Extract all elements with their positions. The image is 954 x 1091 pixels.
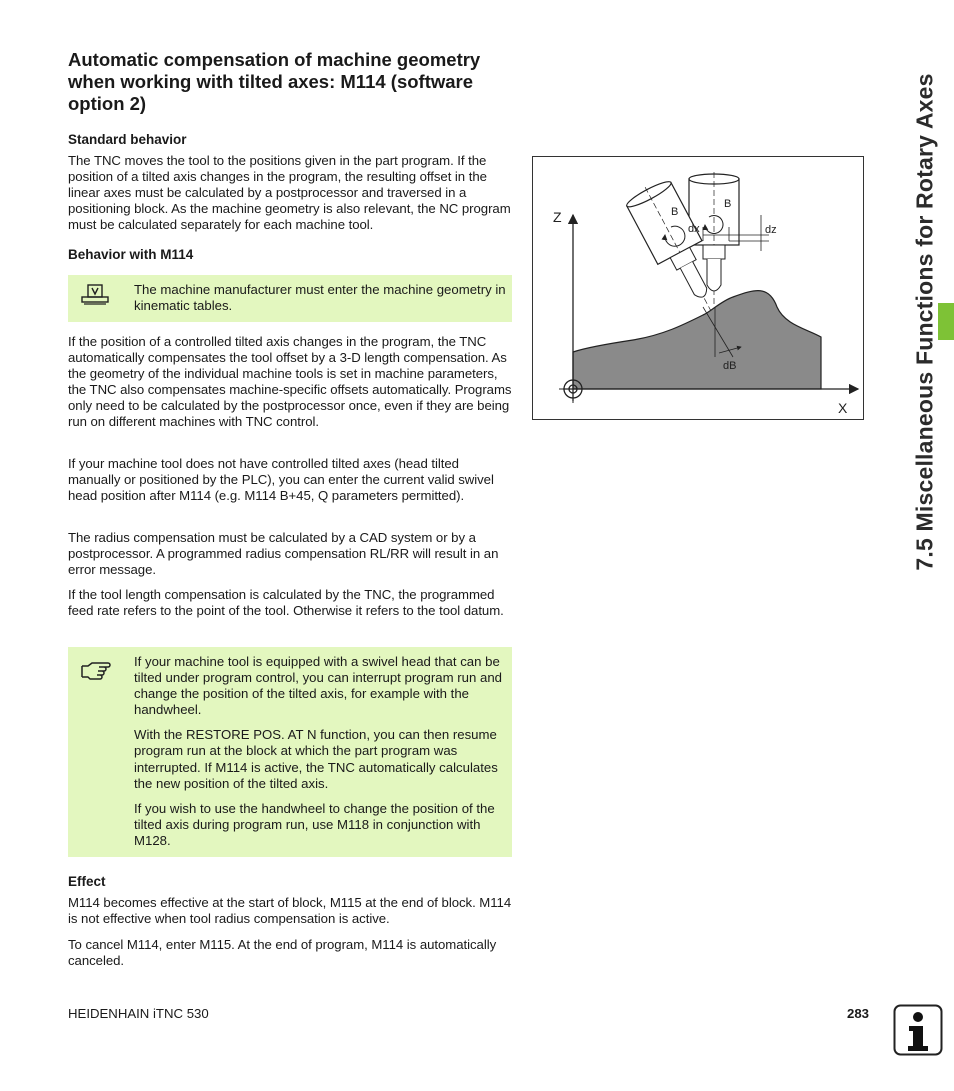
standard-behavior-text: The TNC moves the tool to the positions given in the part program. If the position of a tilted axis changes in the program, the resulting offset in the linear axes must be calculated by a postprocessor and traversed in a positioning block. As the machine geometry is also relevant, the NC program must be calculated separately for each machine tool. bbox=[68, 153, 511, 233]
b-label-tilted: B bbox=[671, 206, 679, 218]
tip-paragraph-2: With the RESTORE POS. AT N function, you can then resume program run at the block at which the part program was interrupted. If M114 is active, the TNC automatically calculates the new position of the tilted axis. bbox=[134, 727, 498, 791]
tip-paragraph-1: If your machine tool is equipped with a swivel head that can be tilted under program control, you can interrupt program run and change the position of the tilted axis, for example with the handwheel. bbox=[134, 654, 502, 718]
footer-product: HEIDENHAIN iTNC 530 bbox=[68, 1006, 209, 1021]
manufacturer-note bbox=[68, 275, 512, 322]
tip-box bbox=[68, 647, 512, 857]
manufacturer-note-text: The machine manufacturer must enter the machine geometry in kinematic tables. bbox=[134, 282, 506, 314]
footer-page-number: 283 bbox=[847, 1006, 870, 1021]
effect-paragraph-1: M114 becomes effective at the start of block, M115 at the end of block. M114 is not effective when tool radius compensation is active. bbox=[68, 895, 512, 927]
b-label-vertical: B bbox=[724, 198, 732, 210]
workpiece-shape bbox=[573, 291, 821, 389]
dx-label: dx bbox=[688, 223, 700, 235]
info-icon bbox=[893, 1004, 943, 1056]
chapter-side-title: 7.5 Miscellaneous Functions for Rotary Axes bbox=[911, 73, 938, 571]
dz-label: dz bbox=[765, 224, 777, 236]
m114-diagram bbox=[533, 157, 863, 419]
db-label: dB bbox=[723, 360, 737, 372]
heading-line-2: when working with tilted axes: M114 (software bbox=[68, 71, 474, 92]
behavior-paragraph-2: If your machine tool does not have controlled tilted axes (head tilted manually or positioned by the PLC), you can enter the current valid swivel head position after M114 (e.g. M114 B+45, Q parameters permitted). bbox=[68, 456, 494, 504]
z-axis-label: Z bbox=[553, 209, 562, 225]
effect-paragraph-2: To cancel M114, enter M115. At the end of program, M114 is automatically canceled. bbox=[68, 937, 497, 969]
x-axis-label: X bbox=[838, 400, 848, 416]
machine-icon bbox=[80, 284, 110, 306]
effect-title: Effect bbox=[68, 874, 106, 889]
chapter-tab-marker bbox=[938, 303, 954, 340]
heading-line-1: Automatic compensation of machine geometry bbox=[68, 49, 481, 70]
pointing-hand-icon bbox=[80, 657, 112, 681]
tilted-axis-figure bbox=[532, 156, 864, 420]
heading-line-3: option 2) bbox=[68, 93, 147, 114]
section-heading bbox=[68, 49, 518, 115]
tip-paragraph-3: If you wish to use the handwheel to change the position of the tilted axis during program run, use M118 in conjunction with M128. bbox=[134, 800, 495, 848]
standard-behavior-title: Standard behavior bbox=[68, 132, 187, 147]
behavior-paragraph-1: If the position of a controlled tilted axis changes in the program, the TNC automatically compensates the tool offset by a 3-D length compensation. As the geometry of the individual machine tools is set in machine parameters, the TNC also compensates machine-specific offsets automatically. Programs only need to be calculated by the postprocessor once, even if they are being run on different machines with TNC control. bbox=[68, 334, 512, 430]
behavior-paragraph-3: The radius compensation must be calculated by a CAD system or by a postprocessor. A programmed radius compensation RL/RR will result in an error message. bbox=[68, 530, 499, 578]
behavior-m114-title: Behavior with M114 bbox=[68, 247, 194, 262]
behavior-paragraph-4: If the tool length compensation is calculated by the TNC, the programmed feed rate refers to the point of the tool. Otherwise it refers to the tool datum. bbox=[68, 587, 504, 619]
